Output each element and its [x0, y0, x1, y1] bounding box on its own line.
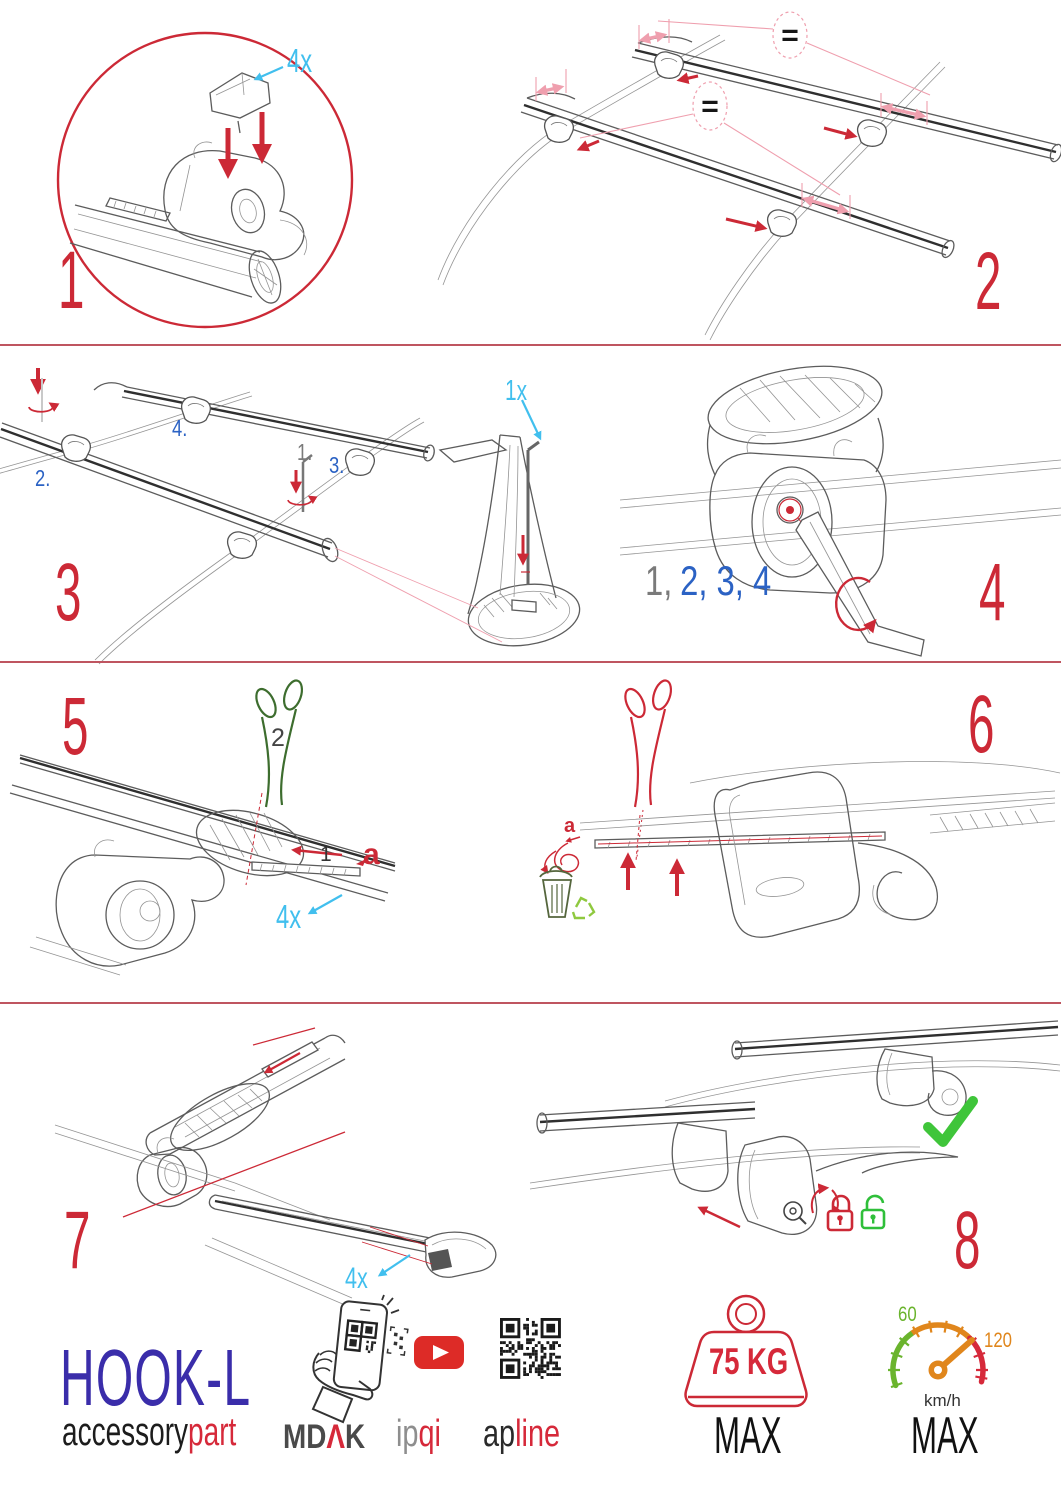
apline-ap: ap [483, 1413, 516, 1455]
apline-logo [483, 1415, 560, 1453]
slide-arrow [700, 1208, 740, 1227]
rack-foot [858, 120, 887, 146]
trash-bin-icon [540, 867, 572, 918]
ipqi-qi: qi [418, 1413, 441, 1455]
section-divider [0, 344, 1061, 346]
end-cap-part [425, 1232, 496, 1277]
speed-unit-label: km/h [924, 1391, 961, 1410]
step-1-number: 1 [58, 235, 85, 326]
equal-sign: = [781, 19, 799, 52]
locked-padlock-icon [828, 1196, 852, 1230]
scan-phone-icon [307, 1295, 412, 1430]
max-weight-value: 75 KG [709, 1341, 789, 1382]
step-6-length-label: a [564, 815, 576, 837]
qty-leader-line [380, 1255, 410, 1275]
speed-low-label: 60 [898, 1303, 917, 1326]
check-icon [928, 1101, 973, 1142]
mini-qr-fragment [387, 1327, 407, 1355]
youtube-icon [413, 1335, 467, 1371]
rack-foot [62, 435, 91, 461]
section-divider [0, 661, 1061, 663]
mdak-k: K [344, 1418, 366, 1456]
rack-foot [346, 449, 375, 475]
rack-foot [545, 116, 574, 142]
ipqi-ip: ip [396, 1413, 419, 1455]
step-1-qty-label: 4x [287, 42, 313, 79]
step-3-sub-2: 2. [35, 465, 51, 491]
qty-leader-line [310, 895, 342, 913]
brand-accessory: accessory [62, 1410, 189, 1454]
step-3-sub-4: 4. [172, 415, 188, 441]
step-8-number: 8 [954, 1195, 981, 1286]
step-1-illustration [30, 15, 410, 340]
mdak-logo [283, 1420, 365, 1454]
step-2-illustration [420, 5, 1061, 340]
step-5-number: 5 [62, 681, 89, 772]
scissors-icon [621, 678, 674, 857]
sequence-rest: 2, 3, 4 [680, 557, 772, 604]
rack-foot [768, 210, 797, 236]
step-7-qty-label: 4x [345, 1262, 368, 1295]
step-5-insert-order: 1 [320, 843, 332, 866]
rack-foot [655, 52, 684, 78]
step-3-sub-1: 1. [297, 439, 313, 465]
step-3-number: 3 [55, 547, 82, 638]
unlocked-rack-view [530, 1102, 958, 1234]
ipqi-logo [396, 1415, 441, 1453]
rubber-strip [252, 862, 360, 876]
mdak-a: Λ [326, 1418, 345, 1456]
step-3-sub-3: 3. [329, 452, 345, 478]
qty-leader-line [256, 67, 283, 79]
locked-rack-view [665, 1021, 1060, 1115]
rotate-mark [29, 404, 53, 412]
brand-part: part [188, 1410, 237, 1454]
mdak-md: MD [283, 1418, 327, 1456]
step-8-illustration [530, 1005, 1061, 1310]
rack-foot [228, 532, 257, 558]
insert-arrow [294, 850, 342, 855]
sequence-first: 1, [645, 557, 673, 604]
bar-endcut-detail [464, 435, 583, 653]
step-5-qty-label: 4x [276, 898, 302, 935]
cut-line [246, 793, 262, 885]
brand-logo [62, 1412, 236, 1452]
length-arrow [567, 837, 580, 841]
step-7-number: 7 [64, 1195, 91, 1286]
qr-modules [500, 1318, 561, 1379]
max-weight-label: MAX [714, 1407, 782, 1465]
equal-distance-arrows [536, 19, 930, 219]
qr-code [500, 1318, 564, 1382]
step-4-sequence [645, 557, 772, 604]
step-3-qty-label: 1x [505, 375, 528, 407]
step-2-number: 2 [975, 236, 1002, 327]
bolt-target [786, 506, 794, 514]
step-5-cut-order: 2 [271, 724, 285, 752]
section-divider [0, 1002, 1061, 1004]
foot-assembly [690, 762, 1060, 938]
cut-line [636, 815, 640, 861]
step-5-length-label: a [363, 838, 380, 871]
recycle-icon [573, 898, 594, 918]
product-name: HOOK-L [60, 1333, 252, 1422]
max-speed-label: MAX [911, 1407, 979, 1465]
step-6-number: 6 [968, 679, 995, 770]
apline-line: line [515, 1413, 561, 1455]
speed-high-label: 120 [984, 1329, 1013, 1352]
step-4-number: 4 [979, 547, 1006, 638]
unlocked-padlock-icon [862, 1196, 884, 1228]
equal-sign: = [701, 90, 719, 123]
